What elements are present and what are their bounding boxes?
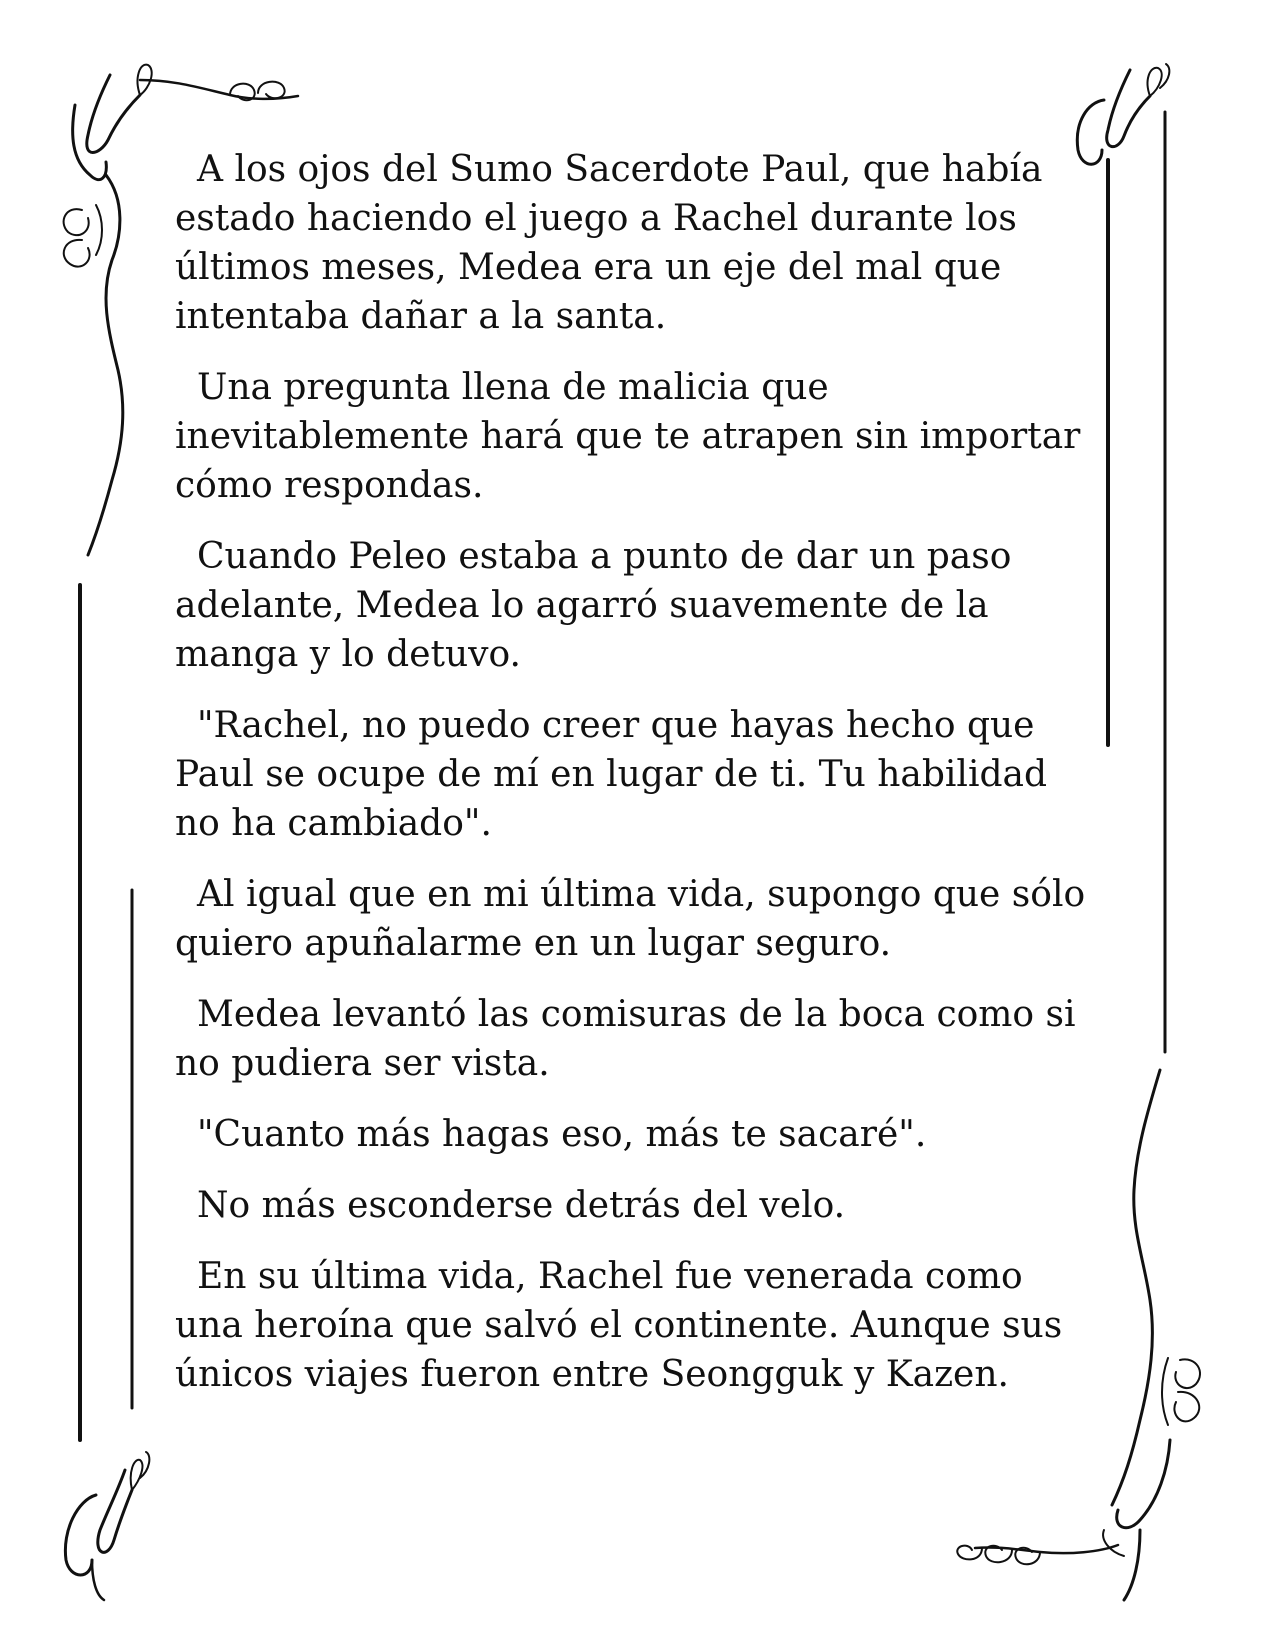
paragraph-1: A los ojos del Sumo Sacerdote Paul, que había estado haciendo el juego a Rachel durante los últimos meses, Medea era un eje del mal que intentaba dañar a la santa. xyxy=(175,149,1043,337)
paragraph-8: No más esconderse detrás del velo. xyxy=(197,1185,846,1226)
paragraph-2: Una pregunta llena de malicia que inevitablemente hará que te atrapen sin importar cómo respondas. xyxy=(175,367,1081,506)
paragraph-9: En su última vida, Rachel fue venerada como una heroína que salvó el continente. Aunque sus únicos viajes fueron entre Seongguk y Kazen. xyxy=(175,1256,1063,1395)
story-text xyxy=(175,145,1095,1421)
paragraph-7: "Cuanto más hagas eso, más te sacaré". xyxy=(197,1114,927,1155)
paragraph-6: Medea levantó las comisuras de la boca como si no pudiera ser vista. xyxy=(175,994,1076,1084)
paragraph-4: "Rachel, no puedo creer que hayas hecho que Paul se ocupe de mí en lugar de ti. Tu habilidad no ha cambiado". xyxy=(175,705,1048,844)
paragraph-5: Al igual que en mi última vida, supongo que sólo quiero apuñalarme en un lugar seguro. xyxy=(175,874,1086,964)
flourish-bottom-left xyxy=(65,1452,149,1600)
paragraph-3: Cuando Peleo estaba a punto de dar un paso adelante, Medea lo agarró suavemente de la manga y lo detuvo. xyxy=(175,536,1012,675)
